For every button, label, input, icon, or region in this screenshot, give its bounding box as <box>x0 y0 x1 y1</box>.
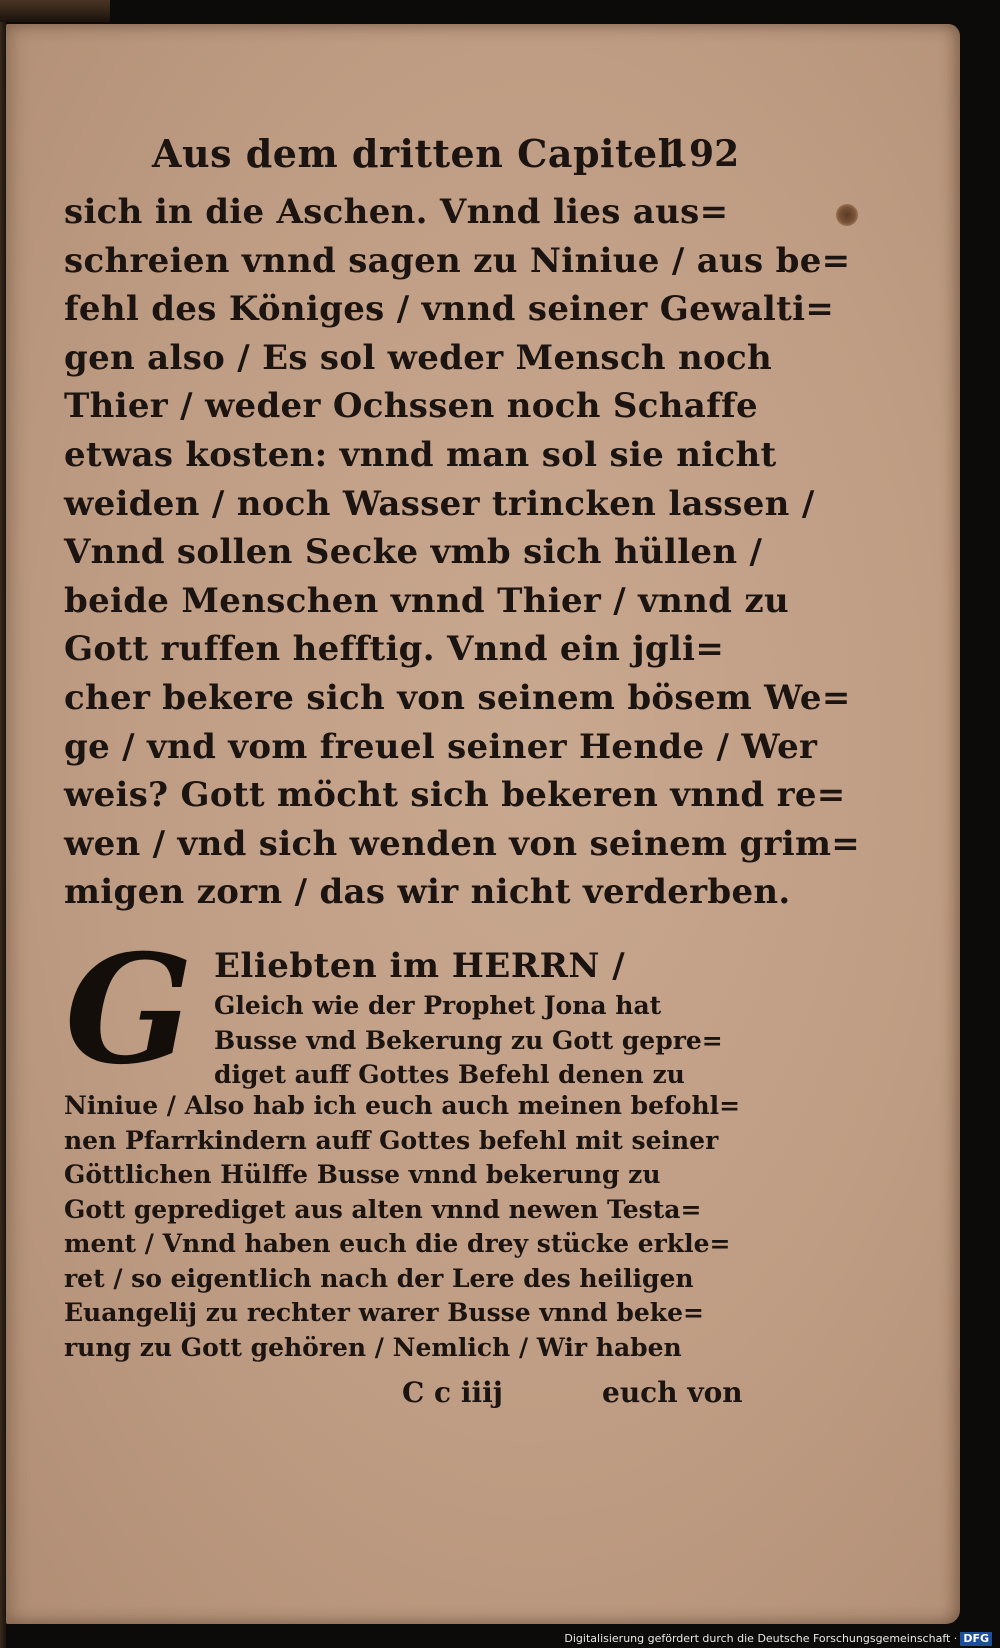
text-line: beide Menschen vnnd Thier / vnnd zu <box>64 580 790 621</box>
text-line: Busse vnd Bekerung zu Gott gepre= <box>214 1025 723 1055</box>
text-line: etwas kosten: vnnd man sol sie nicht <box>64 434 777 475</box>
digitization-credit <box>564 1632 992 1646</box>
text-line: nen Pfarrkindern auff Gottes befehl mit seiner <box>64 1125 719 1155</box>
running-head <box>64 124 764 184</box>
text-line: rung zu Gott gehören / Nemlich / Wir haben <box>64 1333 682 1363</box>
text-line: ment / Vnnd haben euch die drey stücke erkle= <box>64 1229 731 1259</box>
decorated-initial: G <box>64 921 194 1098</box>
text-line: Göttlichen Hülffe Busse vnnd bekerung zu <box>64 1160 661 1190</box>
text-line: migen zorn / das wir nicht verderben. <box>64 872 791 913</box>
indented-lines <box>214 989 774 1093</box>
full-width-lines <box>64 1089 784 1366</box>
text-line: diget auff Gottes Befehl denen zu <box>214 1060 685 1090</box>
ink-spot <box>836 204 858 226</box>
sermon-paragraph <box>64 921 764 1373</box>
dfg-logo: DFG <box>960 1632 992 1646</box>
sermon-first-line: Eliebten im HERRN / <box>214 945 626 986</box>
text-line: fehl des Königes / vnnd seiner Gewalti= <box>64 289 835 330</box>
catchword: euch von <box>602 1375 743 1409</box>
text-line: wen / vnd sich wenden von seinem grim= <box>64 823 861 864</box>
text-line: schreien vnnd sagen zu Niniue / aus be= <box>64 240 851 281</box>
text-line: Vnnd sollen Secke vmb sich hüllen / <box>64 532 763 573</box>
text-line: Euangelij zu rechter warer Busse vnnd beke= <box>64 1298 704 1328</box>
page-foot <box>64 1373 764 1413</box>
text-line: weis? Gott möcht sich bekeren vnnd re= <box>64 775 846 816</box>
running-title: Aus dem dritten Capitel. <box>152 131 687 176</box>
printed-text-block <box>64 124 861 1413</box>
main-text <box>64 188 861 917</box>
text-line: Gott ruffen hefftig. Vnnd ein jgli= <box>64 629 725 670</box>
paper-leaf <box>6 24 960 1624</box>
text-line: gen also / Es sol weder Mensch noch <box>64 337 773 378</box>
text-line: Gleich wie der Prophet Jona hat <box>214 990 662 1020</box>
text-line: Niniue / Also hab ich euch auch meinen befohl= <box>64 1090 741 1120</box>
credit-text: Digitalisierung gefördert durch die Deutsche Forschungsgemeinschaft · <box>564 1632 958 1645</box>
text-line: sich in die Aschen. Vnnd lies aus= <box>64 192 729 232</box>
binding-edge <box>0 0 110 22</box>
text-line: ge / vnd vom freuel seiner Hende / Wer <box>64 726 818 767</box>
text-line: cher bekere sich von seinem bösem We= <box>64 677 851 718</box>
text-line: Thier / weder Ochssen noch Schaffe <box>64 386 758 427</box>
text-line: weiden / noch Wasser trincken lassen / <box>64 483 815 524</box>
signature-mark: C c iiij <box>402 1375 503 1409</box>
text-line: Gott geprediget aus alten vnnd newen Testa= <box>64 1194 702 1224</box>
text-line: ret / so eigentlich nach der Lere des heiligen <box>64 1263 694 1293</box>
page-number: 192 <box>664 133 740 175</box>
